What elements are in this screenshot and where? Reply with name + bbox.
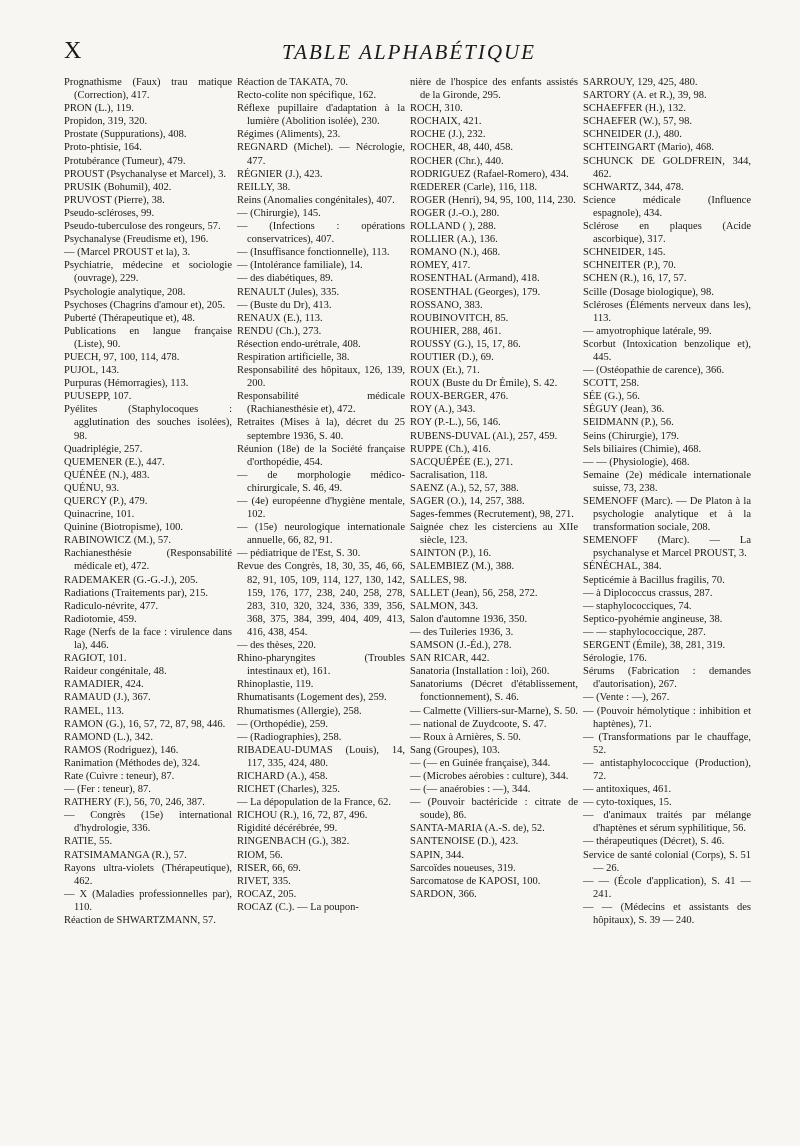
index-entry: ROY (P.-L.), 56, 146. bbox=[410, 417, 501, 429]
index-entry: Sérums (Fabrication : demandes d'autorisation), 267. bbox=[583, 666, 751, 691]
index-entry: RICHET (Charles), 325. bbox=[237, 784, 341, 796]
index-entry: QUERCY (P.), 479. bbox=[64, 496, 148, 507]
index-entry: — des diabétiques, 89. bbox=[237, 273, 333, 285]
index-entry: ROMANO (N.), 468. bbox=[410, 247, 501, 259]
index-entry: — (Insuffisance fonctionnelle), 113. bbox=[237, 247, 390, 259]
index-entry: — antitoxiques, 461. bbox=[583, 784, 672, 796]
index-entry: — Congrès (15e) international d'hydrologie, 336. bbox=[64, 810, 232, 835]
index-entry: — des Tuileries 1936, 3. bbox=[410, 626, 514, 638]
index-entry: SCHNEITER (P.), 70. bbox=[583, 260, 677, 272]
index-entry: RAMOND (L.), 342. bbox=[64, 731, 153, 743]
index-entry: SAN RICAR, 442. bbox=[410, 653, 490, 665]
index-entry: ROUTIER (D.), 69. bbox=[410, 351, 494, 363]
index-entry: REGNARD (Michel). — Nécrologie, 477. bbox=[237, 142, 405, 167]
index-column-4 bbox=[583, 76, 751, 1136]
index-entry: Respiration artificielle, 38. bbox=[237, 351, 350, 363]
index-entry: ROGER (Henri), 94, 95, 100, 114, 230. bbox=[410, 194, 576, 206]
index-entry: — — staphylococcique, 287. bbox=[583, 626, 706, 638]
index-entry: Recto-colite non spécifique, 162. bbox=[237, 90, 377, 102]
index-entry: Rhumatisants (Logement des), 259. bbox=[237, 692, 387, 704]
index-entry: Protubérance (Tumeur), 479. bbox=[64, 155, 186, 167]
index-entry: — Calmette (Villiers-sur-Marne), S. 50. bbox=[410, 705, 578, 717]
index-column-1 bbox=[64, 76, 232, 1136]
index-entry: — (Pouvoir hémolytique : inhibition et haptènes), 71. bbox=[583, 705, 751, 730]
index-entry: SERGENT (Émile), 38, 281, 319. bbox=[583, 640, 726, 652]
index-entry: RAMON (G.), 16, 57, 72, 87, 98, 446. bbox=[64, 718, 226, 730]
index-entry: — (Infections : opérations conservatrices), 407. bbox=[237, 221, 405, 246]
index-entry: Réflexe pupillaire d'adaptation à la lumière (Abolition isolée), 230. bbox=[237, 103, 405, 128]
index-entry: Rigidité décérébrée, 99. bbox=[237, 823, 338, 835]
index-entry: Rachianesthésie (Responsabilité médicale et), 472. bbox=[64, 548, 232, 573]
index-entry: ROMEY, 417. bbox=[410, 260, 471, 272]
index-entry: — national de Zuydcoote, S. 47. bbox=[410, 718, 547, 730]
index-entry: Raideur congénitale, 48. bbox=[64, 666, 167, 678]
index-entry: SAMSON (J.-Éd.), 278. bbox=[410, 640, 512, 652]
index-entry: Salon d'automne 1936, 350. bbox=[410, 613, 528, 625]
index-entry: Psychologie analytique, 208. bbox=[64, 286, 186, 298]
index-entry: ROSENTHAL (Armand), 418. bbox=[410, 273, 540, 285]
index-entry: RISER, 66, 69. bbox=[237, 862, 301, 874]
index-entry: Pseudo-scléroses, 99. bbox=[64, 207, 155, 219]
index-entry: ROLLAND ( ), 288. bbox=[410, 221, 497, 233]
index-entry: Régimes (Aliments), 23. bbox=[237, 129, 341, 141]
index-entry: SCHAEFER (W.), 57, 98. bbox=[583, 116, 692, 128]
index-entry: SCHWARTZ, 344, 478. bbox=[583, 181, 684, 193]
index-entry: PUUSEPP, 107. bbox=[64, 391, 132, 403]
index-entry: SAINTON (P.), 16. bbox=[410, 548, 492, 560]
index-entry: SAGER (O.), 14, 257, 388. bbox=[410, 496, 525, 507]
index-column-2 bbox=[237, 76, 405, 1136]
index-entry: Prostate (Suppurations), 408. bbox=[64, 129, 187, 141]
index-entry: SCHEN (R.), 16, 17, 57. bbox=[583, 273, 687, 285]
index-entry: SARDON, 366. bbox=[410, 888, 477, 900]
index-entry: RATIE, 55. bbox=[64, 836, 113, 848]
index-entry: SCHNEIDER, 145. bbox=[583, 247, 666, 259]
index-entry: Radiculo-névrite, 477. bbox=[64, 600, 159, 612]
index-entry: QUÉNÉE (N.), 483. bbox=[64, 469, 150, 481]
index-entry: Psychiatrie, médecine et sociologie (ouvrage), 229. bbox=[64, 260, 232, 285]
index-entry: Sclérose en plaques (Acide ascorbique), 317. bbox=[583, 221, 751, 246]
page-title: TABLE ALPHABÉTIQUE bbox=[282, 40, 536, 64]
index-entry: PRON (L.), 119. bbox=[64, 103, 134, 115]
index-entry: Sanatoria (Installation : loi), 260. bbox=[410, 666, 550, 678]
index-entry: Rage (Nerfs de la face : virulence dans la), 446. bbox=[64, 626, 232, 652]
index-entry: Rayons ultra-violets (Thérapeutique), 462. bbox=[64, 862, 232, 887]
index-entry: — (Ostéopathie de carence), 366. bbox=[583, 365, 725, 377]
index-entry: Purpuras (Hémorragies), 113. bbox=[64, 378, 189, 390]
index-entry: Pseudo-tuberculose des rongeurs, 57. bbox=[64, 221, 221, 233]
index-entry: — (15e) neurologique internationale annuelle, 66, 82, 91. bbox=[237, 522, 405, 547]
index-entry: — (Chirurgie), 145. bbox=[237, 207, 321, 219]
index-entry: PUJOL, 143. bbox=[64, 365, 120, 377]
index-entry: RATHERY (F.), 56, 70, 246, 387. bbox=[64, 797, 205, 809]
index-entry: Pyélites (Staphylocoques : agglutination des souches isolées), 98. bbox=[64, 404, 232, 442]
index-entry: — (Intolérance familiale), 14. bbox=[237, 260, 363, 272]
index-entry: — thérapeutiques (Décret), S. 46. bbox=[583, 836, 725, 848]
index-entry: ROUHIER, 288, 461. bbox=[410, 325, 502, 337]
index-entry: ROUSSY (G.), 15, 17, 86. bbox=[410, 338, 521, 350]
index-entry: — (Marcel PROUST et la), 3. bbox=[64, 247, 191, 259]
index-entry: Scorbut (Intoxication benzolique et), 445. bbox=[583, 338, 751, 363]
index-entry: RENDU (Ch.), 273. bbox=[237, 325, 322, 337]
index-entry: RAMEL, 113. bbox=[64, 705, 124, 717]
index-entry: RAMADIER, 424. bbox=[64, 679, 144, 691]
index-entry: RÉGNIER (J.), 423. bbox=[237, 168, 323, 180]
index-entry: PRUVOST (Pierre), 38. bbox=[64, 194, 165, 206]
index-entry: RIBADEAU-DUMAS (Louis), 14, 117, 335, 424, 480. bbox=[237, 744, 405, 769]
index-entry: Scléroses (Éléments nerveux dans les), 113. bbox=[583, 299, 751, 324]
index-entry: Saignée chez les cisterciens au XIIe siècle, 123. bbox=[410, 522, 578, 547]
index-entry: Rhumatismes (Allergie), 258. bbox=[237, 705, 362, 717]
index-entry: SCOTT, 258. bbox=[583, 378, 640, 390]
index-entry: Réaction de TAKATA, 70. bbox=[237, 77, 348, 88]
index-entry: — à Diplococcus crassus, 287. bbox=[583, 587, 713, 599]
index-entry: SCHTEINGART (Mario), 468. bbox=[583, 142, 714, 154]
index-entry: RADEMAKER (G.-G.-J.), 205. bbox=[64, 574, 198, 586]
index-entry: ROCAZ, 205. bbox=[237, 888, 297, 900]
index-entry: PUECH, 97, 100, 114, 478. bbox=[64, 351, 180, 363]
index-entry: RAMOS (Rodriguez), 146. bbox=[64, 744, 179, 756]
index-entry: Résection endo-urétrale, 408. bbox=[237, 338, 361, 350]
index-entry: RUBENS-DUVAL (Al.), 257, 459. bbox=[410, 430, 558, 442]
index-entry: PROUST (Psychanalyse et Marcel), 3. bbox=[64, 168, 226, 180]
index-entry: Reins (Anomalies congénitales), 407. bbox=[237, 194, 395, 206]
index-entry: ROSSANO, 383. bbox=[410, 299, 483, 311]
index-entry: — des thèses, 220. bbox=[237, 640, 317, 652]
index-entry: — (4e) européenne d'hygiène mentale, 102. bbox=[237, 496, 405, 521]
index-entry: Service de santé colonial (Corps), S. 51 — 26. bbox=[583, 849, 751, 874]
index-entry: Sarcomatose de KAPOSI, 100. bbox=[410, 875, 541, 887]
index-entry: Propidon, 319, 320. bbox=[64, 116, 148, 128]
index-entry: QUEMENER (E.), 447. bbox=[64, 456, 165, 468]
index-entry: ROCH, 310. bbox=[410, 103, 463, 115]
index-entry: ROY (A.), 343. bbox=[410, 404, 476, 416]
index-entry: Réaction de SHWARTZMANN, 57. bbox=[64, 915, 216, 926]
index-entry: Ranimation (Méthodes de), 324. bbox=[64, 757, 201, 769]
index-entry: Psychoses (Chagrins d'amour et), 205. bbox=[64, 299, 226, 311]
index-entry: Seins (Chirurgie), 179. bbox=[583, 430, 680, 442]
index-entry: ROCAZ (C.). — La poupon- bbox=[237, 901, 359, 913]
index-entry: — — (École d'application), S. 41 — 241. bbox=[583, 875, 751, 900]
index-entry: — (Radiographies), 258. bbox=[237, 731, 342, 743]
index-entry: Prognathisme (Faux) trau matique (Correction), 417. bbox=[64, 77, 232, 102]
index-entry: Responsabilité des hôpitaux, 126, 139, 200. bbox=[237, 365, 405, 390]
index-entry: RIOM, 56. bbox=[237, 849, 283, 861]
index-entry: ROCHER (Chr.), 440. bbox=[410, 155, 504, 167]
index-entry: RODRIGUEZ (Rafael-Romero), 434. bbox=[410, 168, 569, 180]
index-entry: Radiations (Traitements par), 215. bbox=[64, 587, 208, 599]
index-entry: QUÉNU, 93. bbox=[64, 482, 120, 494]
index-column-3 bbox=[410, 76, 578, 1136]
index-entry: Septico-pyohémie angineuse, 38. bbox=[583, 613, 723, 625]
index-columns bbox=[64, 76, 754, 1136]
index-entry: RAMAUD (J.), 367. bbox=[64, 692, 151, 704]
index-entry: SAPIN, 344. bbox=[410, 849, 464, 861]
index-entry: SCHNEIDER (J.), 480. bbox=[583, 129, 682, 141]
index-entry: — de morphologie médico-chirurgicale, S. 46, 49. bbox=[237, 469, 405, 494]
index-entry: SANTENOISE (D.), 423. bbox=[410, 836, 519, 848]
index-entry: Science médicale (Influence espagnole), 434. bbox=[583, 194, 751, 219]
index-entry: Psychanalyse (Freudisme et), 196. bbox=[64, 234, 209, 246]
index-entry: SALLES, 98. bbox=[410, 574, 467, 586]
index-entry: SÉGUY (Jean), 36. bbox=[583, 404, 665, 416]
index-entry: ROUX (Buste du Dr Émile), S. 42. bbox=[410, 378, 558, 390]
index-entry: Scille (Dosage biologique), 98. bbox=[583, 286, 714, 298]
page-header bbox=[64, 38, 754, 70]
index-entry: — staphylococciques, 74. bbox=[583, 600, 692, 612]
index-entry: ROCHE (J.), 232. bbox=[410, 129, 486, 141]
index-entry: Sacralisation, 118. bbox=[410, 469, 488, 481]
index-entry: Responsabilité médicale (Rachianesthésie et), 472. bbox=[237, 391, 405, 416]
index-entry: nière de l'hospice des enfants assistés de la Gironde, 295. bbox=[410, 77, 578, 102]
index-entry: — cyto-toxiques, 15. bbox=[583, 797, 672, 809]
index-entry: Rhino-pharyngites (Troubles intestinaux et), 161. bbox=[237, 653, 405, 678]
page-number: X bbox=[64, 38, 83, 64]
index-entry: — (— anaérobies : —), 344. bbox=[410, 784, 531, 796]
index-entry: Quadriplégie, 257. bbox=[64, 443, 143, 455]
index-entry: ROUX (Et.), 71. bbox=[410, 365, 480, 377]
index-entry: — La dépopulation de la France, 62. bbox=[237, 797, 391, 809]
index-entry: RATSIMAMANGA (R.), 57. bbox=[64, 849, 187, 861]
index-entry: — (Orthopédie), 259. bbox=[237, 718, 328, 730]
index-entry: SALLET (Jean), 56, 258, 272. bbox=[410, 587, 538, 599]
index-entry: — amyotrophique latérale, 99. bbox=[583, 325, 712, 337]
index-entry: Sang (Groupes), 103. bbox=[410, 744, 500, 756]
index-entry: SACQUÉPÉE (E.), 271. bbox=[410, 456, 513, 468]
index-entry: — (— en Guinée française), 344. bbox=[410, 757, 551, 769]
index-entry: ROSENTHAL (Georges), 179. bbox=[410, 286, 541, 298]
index-entry: — d'animaux traités par mélange d'haptènes et sérum syphilitique, 56. bbox=[583, 810, 751, 835]
index-entry: SALMON, 343. bbox=[410, 600, 478, 612]
index-entry: Sels biliaires (Chimie), 468. bbox=[583, 443, 702, 455]
index-entry: — Roux à Arnières, S. 50. bbox=[410, 731, 521, 743]
index-entry: RENAUX (E.), 113. bbox=[237, 312, 323, 324]
index-entry: Sarcoïdes noueuses, 319. bbox=[410, 862, 516, 874]
index-entry: SÉNÉCHAL, 384. bbox=[583, 561, 662, 573]
index-entry: — pédiatrique de l'Est, S. 30. bbox=[237, 548, 361, 560]
index-entry: Rate (Cuivre : teneur), 87. bbox=[64, 770, 175, 782]
index-entry: RIVET, 335. bbox=[237, 875, 291, 887]
index-entry: Revue des Congrès, 18, 30, 35, 46, 66, 82, 91, 105, 109, 114, 127, 130, 142, 159, 176, 177, 238, 240, 258, 278, 283, 310, 320, 324, 336, 339, 356, 368, 375, 384, 399, 404, 409, 413, 416, 438, 454. bbox=[237, 561, 405, 638]
index-entry: — — (Physiologie), 468. bbox=[583, 456, 690, 468]
index-entry: ROUBINOVITCH, 85. bbox=[410, 312, 509, 324]
index-entry: Sérologie, 176. bbox=[583, 653, 647, 665]
index-entry: SARTORY (A. et R.), 39, 98. bbox=[583, 90, 707, 102]
index-entry: — (Transformations par le chauffage, 52. bbox=[583, 731, 751, 756]
index-entry: Septicémie à Bacillus fragilis, 70. bbox=[583, 574, 725, 586]
index-entry: — (Buste du Dr), 413. bbox=[237, 299, 332, 311]
index-entry: ROCHAIX, 421. bbox=[410, 116, 482, 128]
index-entry: — (Vente : —), 267. bbox=[583, 692, 670, 704]
index-entry: SCHUNCK DE GOLDFREIN, 344, 462. bbox=[583, 155, 751, 180]
index-entry: Réunion (18e) de la Société française d'orthopédie, 454. bbox=[237, 443, 405, 468]
index-entry: Publications en langue française (Liste), 90. bbox=[64, 325, 232, 350]
index-entry: — X (Maladies professionnelles par), 110. bbox=[64, 888, 232, 913]
index-entry: Sages-femmes (Recrutement), 98, 271. bbox=[410, 509, 574, 521]
index-entry: — (Pouvoir bactéricide : citrate de soude), 86. bbox=[410, 797, 578, 822]
index-entry: Quinine (Biotropisme), 100. bbox=[64, 522, 183, 534]
index-entry: Quinacrine, 101. bbox=[64, 509, 135, 521]
index-entry: SANTA-MARIA (A.-S. de), 52. bbox=[410, 823, 545, 835]
index-entry: Radiotomie, 459. bbox=[64, 613, 137, 625]
index-entry: RINGENBACH (G.), 382. bbox=[237, 836, 350, 848]
index-entry: SÉE (G.), 56. bbox=[583, 391, 640, 403]
index-entry: SALEMBIEZ (M.), 388. bbox=[410, 561, 515, 573]
index-entry: RABINOWICZ (M.), 57. bbox=[64, 535, 172, 547]
index-entry: RICHARD (A.), 458. bbox=[237, 770, 328, 782]
index-entry: RICHOU (R.), 16, 72, 87, 496. bbox=[237, 810, 368, 822]
index-entry: — (Microbes aérobies : culture), 344. bbox=[410, 770, 569, 782]
index-entry: Retraites (Mises à la), décret du 25 septembre 1936, S. 40. bbox=[237, 417, 405, 442]
index-entry: RENAULT (Jules), 335. bbox=[237, 286, 340, 298]
index-entry: Sanatoriums (Décret d'établissement, fonctionnement), S. 46. bbox=[410, 679, 578, 704]
index-entry: — antistaphylococcique (Production), 72. bbox=[583, 757, 751, 782]
index-entry: Rhinoplastie, 119. bbox=[237, 679, 314, 691]
index-entry: SCHAEFFER (H.), 132. bbox=[583, 103, 686, 115]
index-entry: Proto-phtisie, 164. bbox=[64, 142, 142, 154]
index-entry: ROCHER, 48, 440, 458. bbox=[410, 142, 513, 154]
index-entry: RŒDERER (Carle), 116, 118. bbox=[410, 181, 537, 193]
index-entry: SEIDMANN (P.), 56. bbox=[583, 417, 674, 429]
index-entry: RUPPE (Ch.), 416. bbox=[410, 443, 491, 455]
index-entry: — — (Médecins et assistants des hôpitaux), S. 39 — 240. bbox=[583, 901, 751, 926]
index-entry: SEMENOFF (Marc). — De Platon à la psychologie analytique et à la transformation sociale, 208. bbox=[583, 496, 751, 534]
index-entry: PRUSIK (Bohumil), 402. bbox=[64, 181, 172, 193]
index-entry: SEMENOFF (Marc). — La psychanalyse et Marcel PROUST, 3. bbox=[583, 535, 751, 560]
index-entry: SARROUY, 129, 425, 480. bbox=[583, 77, 698, 88]
index-entry: SAENZ (A.), 52, 57, 388. bbox=[410, 482, 519, 494]
index-entry: ROUX-BERGER, 476. bbox=[410, 391, 509, 403]
index-entry: Puberté (Thérapeutique et), 48. bbox=[64, 312, 195, 324]
index-entry: RAGIOT, 101. bbox=[64, 653, 127, 665]
index-entry: ROLLIER (A.), 136. bbox=[410, 234, 498, 246]
index-entry: REILLY, 38. bbox=[237, 181, 291, 193]
index-entry: — (Fer : teneur), 87. bbox=[64, 784, 151, 796]
index-entry: Semaine (2e) médicale internationale suisse, 73, 238. bbox=[583, 469, 751, 494]
index-entry: ROGER (J.-O.), 280. bbox=[410, 207, 500, 219]
